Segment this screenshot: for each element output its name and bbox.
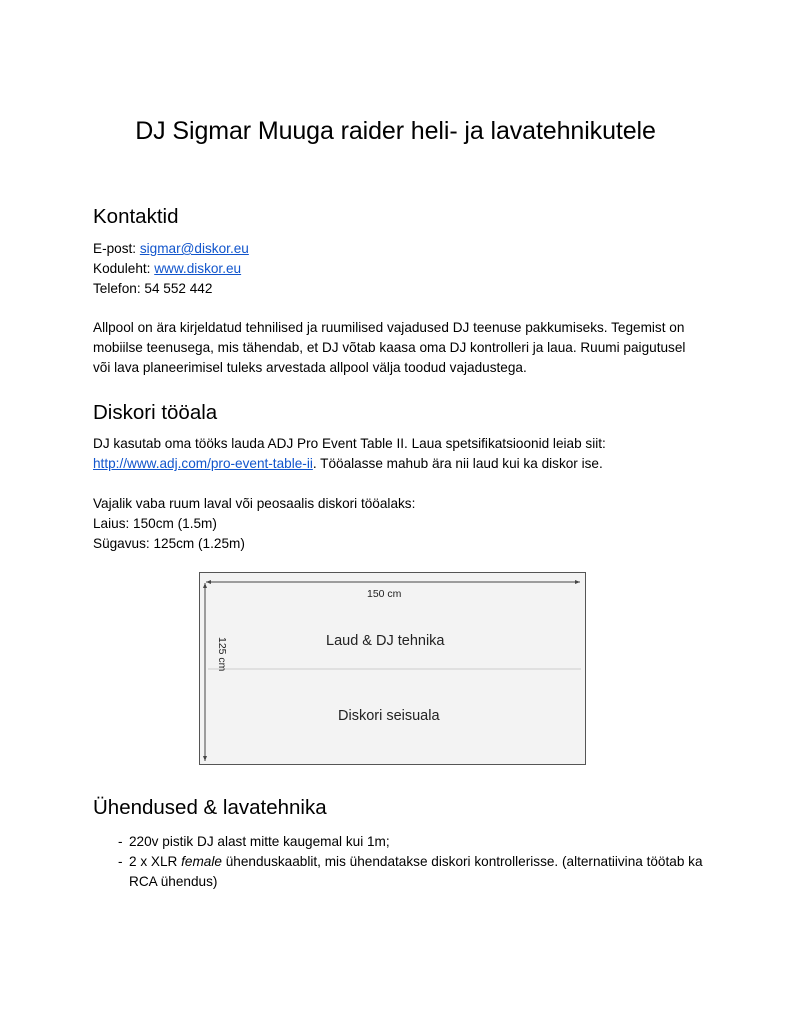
depth-line: Sügavus: 125cm (1.25m) (93, 536, 245, 551)
list-item-emphasis: female (181, 854, 222, 869)
diagram-table-area: Laud & DJ tehnika (326, 633, 445, 649)
workspace-text-start: DJ kasutab oma tööks lauda ADJ Pro Event Table II. Laua spetsifikatsioonid leiab siit: (93, 436, 606, 451)
list-item-text: 220v pistik DJ alast mitte kaugemal kui 1m; (129, 834, 390, 849)
heading-connections: Ühendused & lavatehnika (93, 796, 327, 819)
heading-workspace: Diskori tööala (93, 401, 218, 424)
workspace-paragraph (93, 434, 693, 474)
space-intro: Vajalik vaba ruum laval või peosaalis diskori tööalaks: (93, 496, 416, 511)
intro-paragraph: Allpool on ära kirjeldatud tehnilised ja ruumilised vajadused DJ teenuse pakkumiseks. Tegemist on mobiilse teenusega, mis tähendab, et DJ võtab kaasa oma DJ kontrolleri ja laua. Ruumi paigutusel või lava planeerimisel tuleks arvestada allpool välja toodud vajadustega. (93, 320, 686, 375)
contacts-block (93, 239, 693, 299)
list-item: - 2 x XLR female ühenduskaablit, mis ühendatakse diskori kontrollerisse. (alternatiivina töötab ka RCA ühendus) (118, 854, 703, 889)
email-line (93, 239, 693, 259)
website-line (93, 259, 693, 279)
width-line: Laius: 150cm (1.5m) (93, 516, 217, 531)
phone-line: Telefon: 54 552 442 (93, 281, 213, 296)
list-item-prefix: 2 x XLR (129, 854, 182, 869)
diagram-width-label: 150 cm (367, 588, 402, 600)
diagram-lines (200, 573, 587, 766)
email-link[interactable]: sigmar@diskor.eu (139, 241, 249, 256)
page-title: DJ Sigmar Muuga raider heli- ja lavatehnikutele (135, 117, 656, 145)
heading-contacts: Kontaktid (93, 205, 179, 228)
list-item: - 220v pistik DJ alast mitte kaugemal kui 1m; (118, 834, 390, 849)
space-requirements (93, 494, 693, 554)
workspace-diagram (199, 572, 586, 765)
website-label: Koduleht: (93, 261, 155, 276)
table-spec-link[interactable]: http://www.adj.com/pro-event-table-ii (93, 456, 313, 471)
connections-list (93, 832, 713, 892)
email-label: E-post: (93, 241, 140, 256)
list-item-suffix: ühenduskaablit, mis ühendatakse diskori kontrollerisse. (alternatiivina töötab ka RCA ühendus) (129, 854, 703, 889)
workspace-text (93, 434, 693, 474)
website-link[interactable]: www.diskor.eu (154, 261, 242, 276)
workspace-text-end: . Tööalasse mahub ära nii laud kui ka diskor ise. (312, 456, 603, 471)
diagram-standing-area: Diskori seisuala (338, 708, 440, 724)
diagram-height-label: 125 cm (216, 637, 228, 672)
